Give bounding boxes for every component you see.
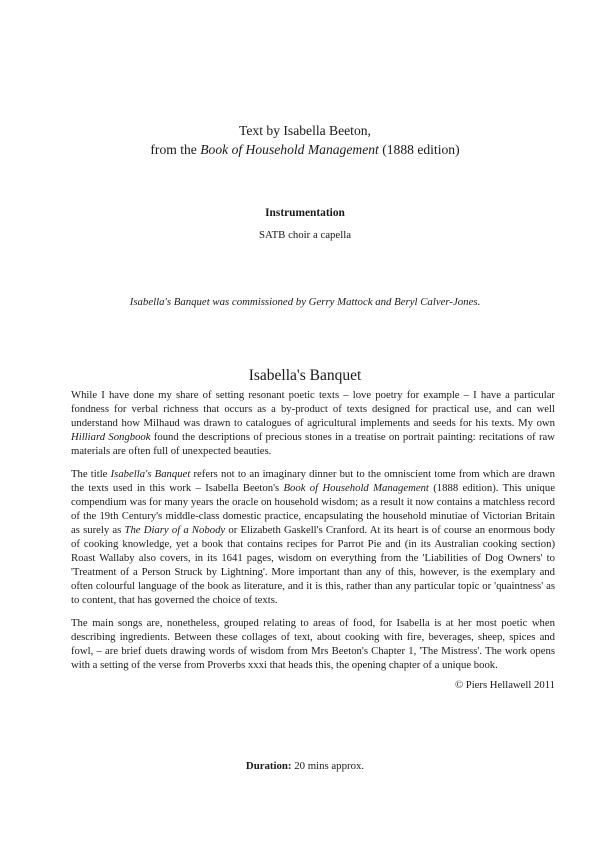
copyright-notice: © Piers Hellawell 2011 <box>454 679 555 691</box>
p2-text-d: or Elizabeth Gaskell's Cranford. At its heart is of course an enormous body of cooking knowledge, yet a book that contains recipes for Parrot Pie and (in its Australian cooking section) Roast Wallaby also covers, in its 1641 pages, wisdom on everything from the 'Liabilities of Dog Owners' to 'Treatment of a Person Struck by Lightning'. More important than any of this, however, is the exemplary and often colourful language of the book as literature, and it is this, rather than any particular topic or 'quaintness' as to content, that has governed the choice of texts. <box>71 524 555 606</box>
p1-text: While I have done my share of setting resonant poetic texts – love poetry for example – I have a particular fondness for verbal richness that occurs as a by-product of texts designed for practical use, and can well understand how Milhaud was drawn to catalogues of agricultural implements and seeds for his texts. My own <box>71 389 555 429</box>
p2-text-a: The title <box>71 468 111 480</box>
essay-paragraph-2 <box>71 467 555 607</box>
instrumentation-heading: Instrumentation <box>265 207 345 219</box>
credit-line-1: Text by Isabella Beeton, <box>239 123 371 138</box>
p2-text-b: refers not to an imaginary dinner but to the omniscient tome from which are drawn the texts used in this work – Isabella Beeton's <box>71 468 555 494</box>
credit-suffix: (1888 edition) <box>378 142 460 157</box>
duration-label: Duration: <box>245 760 292 772</box>
credit-book-title: Book of Household Management <box>200 142 379 157</box>
essay-paragraph-3: The main songs are, nonetheless, grouped relating to areas of food, for Isabella is at her most poetic when describing ingredients. Between these collages of text, about cooking with fire, beverages, sheep, spices and fowl, – are brief duets drawing words of wisdom from Mrs Beeton's Chapter 1, 'The Mistress'. The work opens with a setting of the verse from Proverbs xxxi that heads this, the opening chapter of a unique book. <box>71 617 555 671</box>
duration-line <box>0 760 610 772</box>
credit-prefix: from the <box>150 142 201 157</box>
p2-text-c: (1888 edition). This unique compendium was for many years the oracle on household wisdom; as a result it now contains a matchless record of the 19th Century's middle-class domestic practice, encapsulating the household minutiae of Victorian Britain as surely as <box>71 482 555 536</box>
p1-end-text: found the descriptions of precious stones in a treatise on portrait painting: recitations of raw materials are often full of unexpected beauties. <box>71 431 555 457</box>
essay-title: Isabella's Banquet <box>248 367 362 384</box>
duration-value: 20 mins approx. <box>291 760 365 772</box>
commission-work-title: Isabella's Banquet <box>129 296 210 308</box>
p2-book-title: Book of Household Management <box>283 482 429 494</box>
instrumentation-value: SATB choir a capella <box>258 229 352 241</box>
credit-line-2 <box>0 140 610 159</box>
commission-text: was commissioned by Gerry Mattock and Beryl Calver-Jones. <box>209 296 481 308</box>
p2-work-title: Isabella's Banquet <box>110 468 191 480</box>
p2-diary-title: The Diary of a Nobody <box>124 524 226 536</box>
programme-note <box>71 388 555 692</box>
essay-paragraph-1 <box>71 388 555 458</box>
p1-work-title: Hilliard Songbook <box>71 431 151 443</box>
text-credit <box>0 121 610 159</box>
commission-note <box>0 296 610 308</box>
